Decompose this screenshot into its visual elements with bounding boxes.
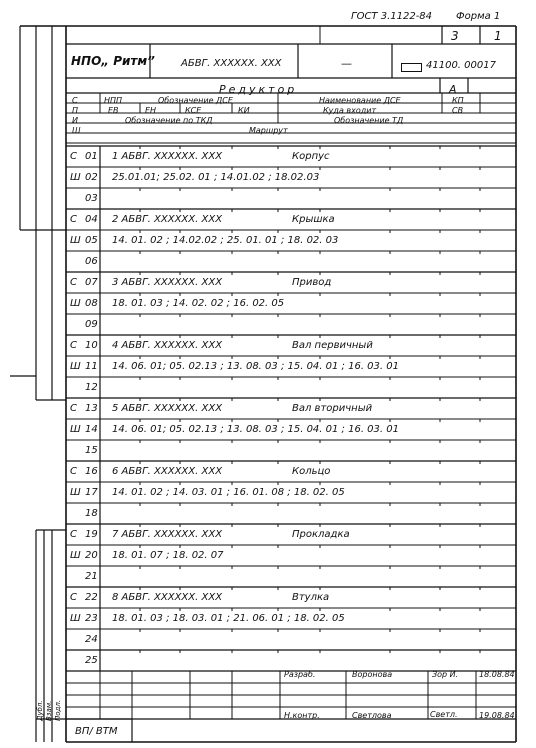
side-label-podl: Подл. — [54, 699, 62, 721]
row-part-name: Привод — [292, 277, 332, 288]
row-number: 13 — [85, 403, 98, 414]
row-number: 21 — [85, 571, 98, 582]
developed-name: Воронова — [352, 670, 393, 679]
developed-date: 18.08.84 — [479, 670, 515, 679]
row-code: С — [70, 340, 77, 351]
row-number: 11 — [85, 361, 98, 372]
legend-route: Маршрут — [249, 126, 288, 135]
side-label-dubl: Дубл. — [36, 700, 44, 721]
row-content: 14. 06. 01; 05. 02.13 ; 13. 08. 03 ; 15. 04. 01 ; 16. 03. 01 — [112, 424, 399, 435]
row-part-name: Прокладка — [292, 529, 350, 540]
legend-kse: КСЕ — [185, 106, 202, 115]
row-code: Ш — [70, 424, 81, 435]
row-code: Ш — [70, 235, 81, 246]
row-number: 14 — [85, 424, 98, 435]
developed-label: Разраб. — [284, 670, 316, 679]
row-content: 18. 01. 03 ; 18. 03. 01 ; 21. 06. 01 ; 18. 02. 05 — [112, 613, 345, 624]
row-content: 5 АБВГ. XXXXXX. XXX — [112, 403, 223, 414]
row-code: С — [70, 466, 77, 477]
row-number: 01 — [85, 151, 98, 162]
row-number: 02 — [85, 172, 98, 183]
row-part-name: Вал вторичный — [292, 403, 373, 414]
control-date: 19.08.84 — [479, 711, 515, 720]
row-number: 20 — [85, 550, 98, 561]
document-code: 41100. 00017 — [426, 60, 496, 71]
side-label-vzam: Взам. — [45, 700, 53, 721]
form-label: Форма 1 — [456, 11, 501, 22]
row-code: Ш — [70, 298, 81, 309]
row-code: С — [70, 277, 77, 288]
row-number: 23 — [85, 613, 98, 624]
row-code: С — [70, 403, 77, 414]
row-number: 22 — [85, 592, 98, 603]
letter-field: А — [449, 83, 457, 96]
row-content: 3 АБВГ. XXXXXX. XXX — [112, 277, 223, 288]
sheets-count: 1 — [494, 29, 502, 43]
legend-code-i: И — [72, 116, 78, 125]
legend-ev: ЕВ — [108, 106, 119, 115]
row-number: 07 — [85, 277, 98, 288]
legend-sv: СВ — [452, 106, 464, 115]
legend-code-c: С — [72, 96, 78, 105]
row-number: 03 — [85, 193, 98, 204]
legend-kp: КП — [452, 96, 464, 105]
row-part-name: Кольцо — [292, 466, 331, 477]
row-code: Ш — [70, 361, 81, 372]
row-content: 25.01.01; 25.02. 01 ; 14.01.02 ; 18.02.03 — [112, 172, 320, 183]
row-content: 14. 01. 02 ; 14.02.02 ; 25. 01. 01 ; 18. 02. 03 — [112, 235, 339, 246]
legend-code-sh: Ш — [72, 126, 81, 135]
legend-en: ЕН — [145, 106, 157, 115]
control-name: Светлова — [352, 711, 392, 720]
row-part-name: Вал первичный — [292, 340, 373, 351]
legend-where-used: Куда входит — [323, 106, 377, 115]
row-part-name: Втулка — [292, 592, 330, 603]
row-code: Ш — [70, 613, 81, 624]
row-content: 4 АБВГ. XXXXXX. XXX — [112, 340, 223, 351]
row-content: 2 АБВГ. XXXXXX. XXX — [112, 214, 223, 225]
row-number: 19 — [85, 529, 98, 540]
control-label: Н.контр. — [284, 711, 320, 720]
legend-npp: НПП — [104, 96, 123, 105]
row-number: 06 — [85, 256, 98, 267]
row-content: 7 АБВГ. XXXXXX. XXX — [112, 529, 223, 540]
rectangle-icon — [401, 63, 422, 72]
row-number: 09 — [85, 319, 98, 330]
legend-dse-name: Наименование ДСЕ — [319, 96, 401, 105]
row-number: 24 — [85, 634, 98, 645]
gost-label: ГОСТ 3.1122-84 — [351, 11, 433, 22]
row-content: 14. 01. 02 ; 14. 03. 01 ; 16. 01. 08 ; 18. 02. 05 — [112, 487, 345, 498]
sheet-number: 3 — [451, 29, 459, 43]
row-number: 12 — [85, 382, 98, 393]
legend-ki: КИ — [238, 106, 250, 115]
dash-field: — — [341, 57, 352, 70]
row-part-name: Корпус — [292, 151, 330, 162]
row-number: 25 — [85, 655, 98, 666]
row-code: Ш — [70, 550, 81, 561]
legend-dse-designation: Обозначение ДСЕ — [158, 96, 233, 105]
row-content: 18. 01. 07 ; 18. 02. 07 — [112, 550, 224, 561]
row-part-name: Крышка — [292, 214, 335, 225]
row-number: 17 — [85, 487, 98, 498]
document-designation: АБВГ. XXXXXX. XXX — [181, 58, 282, 69]
row-content: 14. 06. 01; 05. 02.13 ; 13. 08. 03 ; 15. 04. 01 ; 16. 03. 01 — [112, 361, 399, 372]
control-signature: Светл. — [430, 710, 458, 719]
organization-name: НПО„ Ритм” — [71, 54, 155, 68]
row-content: 8 АБВГ. XXXXXX. XXX — [112, 592, 223, 603]
row-content: 1 АБВГ. XXXXXX. XXX — [112, 151, 223, 162]
row-number: 05 — [85, 235, 98, 246]
row-code: Ш — [70, 487, 81, 498]
legend-tkd-designation: Обозначение по ТКД — [125, 116, 213, 125]
developed-signature: Зор И. — [432, 670, 459, 679]
row-code: Ш — [70, 172, 81, 183]
row-number: 18 — [85, 508, 98, 519]
product-title: Редуктор — [219, 83, 298, 96]
row-code: С — [70, 529, 77, 540]
row-number: 04 — [85, 214, 98, 225]
row-number: 10 — [85, 340, 98, 351]
row-code: С — [70, 214, 77, 225]
row-number: 08 — [85, 298, 98, 309]
row-code: С — [70, 592, 77, 603]
legend-code-p: П — [72, 106, 79, 115]
legend-td-designation: Обозначение ТД — [334, 116, 404, 125]
row-number: 15 — [85, 445, 98, 456]
row-code: С — [70, 151, 77, 162]
row-content: 6 АБВГ. XXXXXX. XXX — [112, 466, 223, 477]
row-number: 16 — [85, 466, 98, 477]
form-code: ВП/ ВТМ — [75, 726, 118, 737]
row-content: 18. 01. 03 ; 14. 02. 02 ; 16. 02. 05 — [112, 298, 285, 309]
